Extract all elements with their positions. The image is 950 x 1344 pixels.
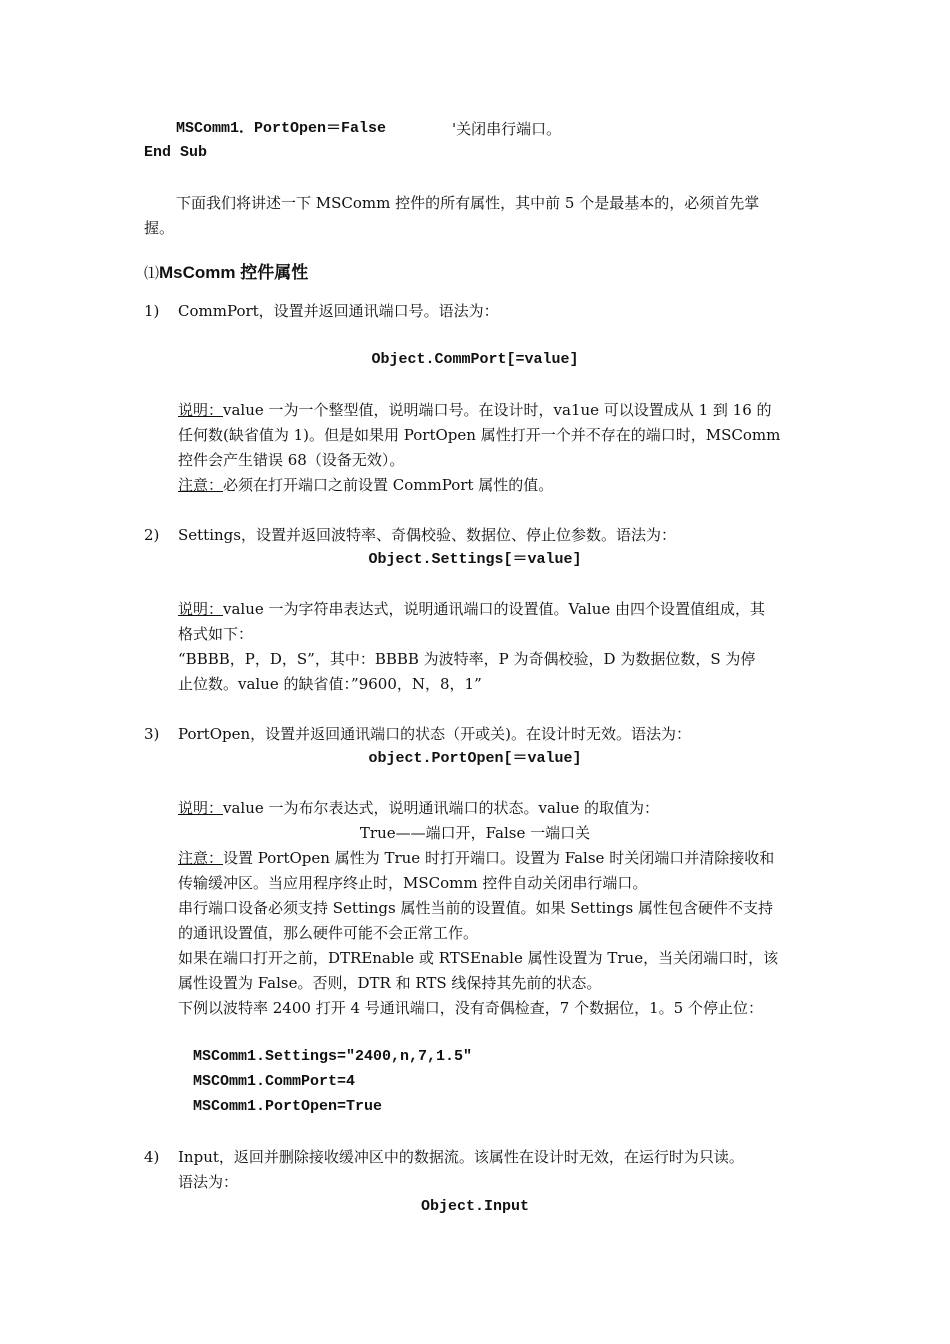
code-comment: '关闭串行端口。 xyxy=(452,120,562,138)
item-3-code-2: MSCOmm1.CommPort=4 xyxy=(193,1073,356,1090)
item-2-desc-4: 止位数。value 的缺省值：”9600，N，8，1” xyxy=(178,675,482,693)
desc-label: 说明： xyxy=(178,600,224,618)
section-title: MsComm 控件属性 xyxy=(159,263,309,282)
note-text: 必须在打开端口之前设置 CommPort 属性的值。 xyxy=(223,476,554,494)
item-3-note-1 xyxy=(178,848,774,868)
desc-text: value 一为布尔表达式，说明通讯端口的状态。value 的取值为： xyxy=(223,799,660,817)
code-portopen-false: MSComm1．PortOpen＝False xyxy=(176,120,387,137)
item-3-note-2: 传输缓冲区。当应用程序终止时，MSComm 控件自动关闭串行端口。 xyxy=(178,874,648,892)
item-3-para-5: 下例以波特率 2400 打开 4 号通讯端口，没有奇偶检查，7 个数据位，1。5 个停止位： xyxy=(178,999,763,1017)
item-1-number: 1) xyxy=(144,302,160,320)
item-3-para-3: 如果在端口打开之前，DTREnable 或 RTSEnable 属性设置为 True，当关闭端口时，该 xyxy=(178,949,779,967)
item-3-number: 3) xyxy=(144,725,160,743)
item-2-desc-1 xyxy=(178,599,765,619)
item-2-syntax: Object.Settings[＝value] xyxy=(368,551,582,568)
note-label: 注意： xyxy=(178,849,224,867)
desc-label: 说明： xyxy=(178,401,224,419)
item-1-heading: CommPort，设置并返回通讯端口号。语法为： xyxy=(178,302,499,320)
item-1-note xyxy=(178,475,553,495)
note-text: 设置 PortOpen 属性为 True 时打开端口。设置为 False 时关闭端口并清除接收和 xyxy=(223,849,775,867)
item-3-code-1: MSComm1.Settings="2400,n,7,1.5" xyxy=(193,1048,473,1065)
item-3-para-1: 串行端口设备必须支持 Settings 属性当前的设置值。如果 Settings 属性包含硬件不支持 xyxy=(178,899,774,917)
code-end-sub: End Sub xyxy=(144,144,208,161)
item-2-number: 2) xyxy=(144,526,160,544)
item-3-desc-1 xyxy=(178,798,659,818)
item-1-desc-1 xyxy=(178,400,772,420)
item-4-heading: Input，返回并删除接收缓冲区中的数据流。该属性在设计时无效，在运行时为只读。 xyxy=(178,1148,744,1166)
item-4-number: 4) xyxy=(144,1148,160,1166)
item-1-desc-2: 任何数(缺省值为 1)。但是如果用 PortOpen 属性打开一个并不存在的端口时，MSComm xyxy=(178,426,781,444)
item-3-values: True——端口开，False 一端口关 xyxy=(359,824,591,842)
item-4-heading-2: 语法为： xyxy=(178,1173,239,1191)
item-3-para-4: 属性设置为 False。否则，DTR 和 RTS 线保持其先前的状态。 xyxy=(178,974,602,992)
item-3-syntax: object.PortOpen[＝value] xyxy=(368,750,582,767)
item-3-para-2: 的通讯设置值，那么硬件可能不会正常工作。 xyxy=(178,924,479,942)
intro-line-2: 握。 xyxy=(144,219,175,237)
note-label: 注意： xyxy=(178,476,224,494)
item-2-heading: Settings，设置并返回波特率、奇偶校验、数据位、停止位参数。语法为： xyxy=(178,526,676,544)
item-3-code-3: MSComm1.PortOpen=True xyxy=(193,1098,383,1115)
item-1-syntax: Object.CommPort[=value] xyxy=(371,351,579,368)
desc-text: value 一为字符串表达式，说明通讯端口的设置值。Value 由四个设置值组成，其 xyxy=(223,600,766,618)
desc-text: value 一为一个整型值，说明端口号。在设计时，va1ue 可以设置成从 1 到 16 的 xyxy=(223,401,772,419)
item-2-desc-2: 格式如下： xyxy=(178,625,254,643)
section-number: ⑴ xyxy=(144,266,160,282)
intro-line-1: 下面我们将讲述一下 MSComm 控件的所有属性，其中前 5 个是最基本的，必须首先掌 xyxy=(176,194,760,212)
desc-label: 说明： xyxy=(178,799,224,817)
item-1-desc-3: 控件会产生错误 68（设备无效）。 xyxy=(178,451,405,469)
item-3-heading: PortOpen，设置并返回通讯端口的状态（开或关)。在设计时无效。语法为： xyxy=(178,725,692,743)
item-2-desc-3: “BBBB，P，D，S”，其中：BBBB 为波特率，P 为奇偶校验，D 为数据位数，S 为停 xyxy=(178,650,756,668)
section-heading xyxy=(144,263,308,284)
item-4-syntax: Object.Input xyxy=(420,1198,530,1215)
